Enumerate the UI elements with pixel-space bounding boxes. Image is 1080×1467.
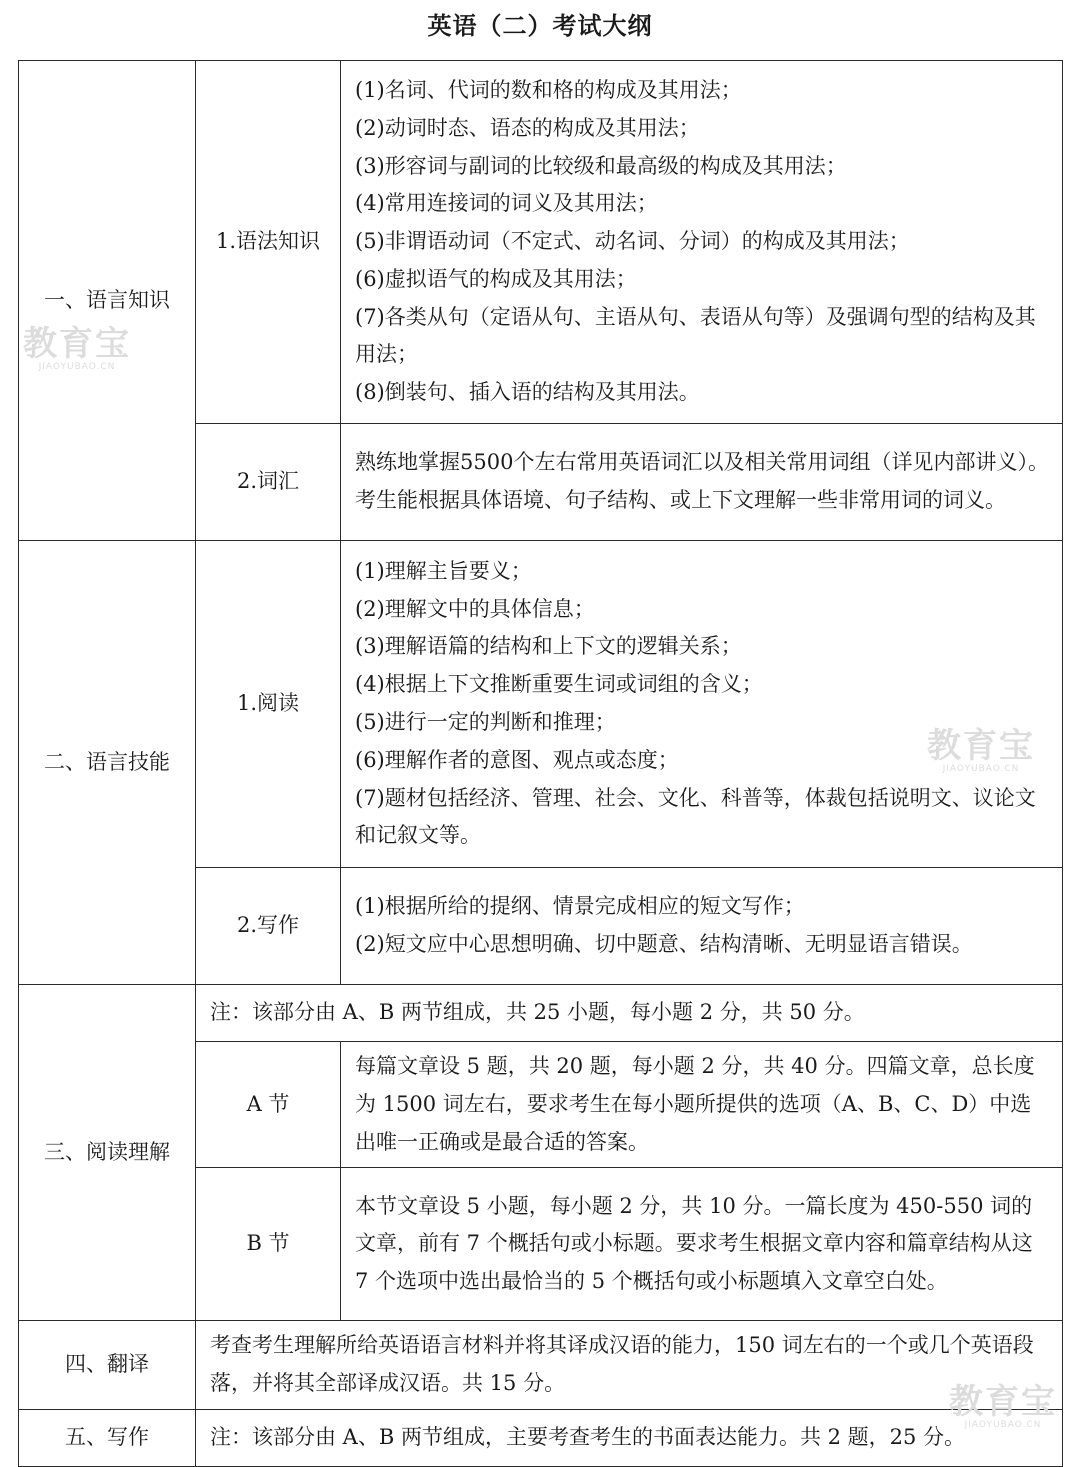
section-writing: 五、写作 xyxy=(19,1409,196,1466)
reading-item: (2)理解文中的具体信息； xyxy=(355,596,595,621)
translation-content: 考查考生理解所给英语语言材料并将其译成汉语的能力，150 词左右的一个或几个英语段落，并将其全部译成汉语。共 15 分。 xyxy=(196,1321,1063,1410)
section-reading-comprehension: 三、阅读理解 xyxy=(19,985,196,1321)
grammar-item: (7)各类从句（定语从句、主语从句、表语从句等）及强调句型的结构及其用法； xyxy=(355,304,1036,367)
subsection-reading: 1.阅读 xyxy=(196,541,341,868)
grammar-content xyxy=(341,61,1063,424)
reading-content xyxy=(341,541,1063,868)
vocab-content: 熟练地掌握5500个左右常用英语词汇以及相关常用词组（详见内部讲义）。考生能根据具体语境、句子结构、或上下文理解一些非常用词的词义。 xyxy=(341,424,1063,541)
part-a-content: 每篇文章设 5 题，共 20 题，每小题 2 分，共 40 分。四篇文章，总长度为 1500 词左右，要求考生在每小题所提供的选项（A、B、C、D）中选出唯一正确或是最合适的答案。 xyxy=(341,1042,1063,1168)
page-title: 英语（二）考试大纲 xyxy=(427,11,653,40)
row-writing-section xyxy=(19,1409,1063,1466)
reading-comprehension-note: 注：该部分由 A、B 两节组成，共 25 小题，每小题 2 分，共 50 分。 xyxy=(196,985,1063,1042)
writing-section-content: 注：该部分由 A、B 两节组成，主要考查考生的书面表达能力。共 2 题，25 分。 xyxy=(196,1409,1063,1466)
watermark-brand: 教育宝 xyxy=(23,324,131,364)
watermark-domain: JIAOYUBAO.CN xyxy=(942,764,1020,774)
subsection-part-a: A 节 xyxy=(196,1042,341,1168)
section-translation: 四、翻译 xyxy=(19,1321,196,1410)
watermark-domain: JIAOYUBAO.CN xyxy=(38,362,116,372)
grammar-item: (6)虚拟语气的构成及其用法； xyxy=(355,266,637,291)
writing-item: (1)根据所给的提纲、情景完成相应的短文写作； xyxy=(355,894,805,919)
subsection-grammar: 1.语法知识 xyxy=(196,61,341,424)
reading-item: (7)题材包括经济、管理、社会、文化、科普等，体裁包括说明文、议论文和记叙文等。 xyxy=(355,785,1036,848)
writing-item: (2)短文应中心思想明确、切中题意、结构清晰、无明显语言错误。 xyxy=(355,932,973,956)
row-translation xyxy=(19,1321,1063,1410)
section-language-knowledge: 一、语言知识 xyxy=(19,61,196,541)
writing-content xyxy=(341,868,1063,985)
section-language-skills: 二、语言技能 xyxy=(19,541,196,985)
watermark-brand: 教育宝 xyxy=(949,1382,1057,1422)
subsection-writing: 2.写作 xyxy=(196,868,341,985)
reading-item: (1)理解主旨要义； xyxy=(355,558,532,583)
watermark-domain: JIAOYUBAO.CN xyxy=(964,1420,1042,1430)
row-reading-comprehension-note xyxy=(19,985,1063,1042)
row-grammar xyxy=(19,61,1063,424)
subsection-vocab: 2.词汇 xyxy=(196,424,341,541)
grammar-item: (3)形容词与副词的比较级和最高级的构成及其用法； xyxy=(355,153,847,178)
grammar-item: (1)名词、代词的数和格的构成及其用法； xyxy=(355,77,742,102)
reading-item: (6)理解作者的意图、观点或态度； xyxy=(355,747,679,772)
grammar-item: (2)动词时态、语态的构成及其用法； xyxy=(355,115,700,140)
syllabus-table xyxy=(18,60,1063,1467)
subsection-part-b: B 节 xyxy=(196,1168,341,1321)
reading-item: (3)理解语篇的结构和上下文的逻辑关系； xyxy=(355,634,742,659)
reading-item: (5)进行一定的判断和推理； xyxy=(355,710,616,734)
part-b-content: 本节文章设 5 小题，每小题 2 分，共 10 分。一篇长度为 450-550 词的文章，前有 7 个概括句或小标题。要求考生根据文章内容和篇章结构从这 7 个选项中选出最恰当的 5 个概括句或小标题填入文章空白处。 xyxy=(341,1168,1063,1321)
watermark-brand: 教育宝 xyxy=(927,726,1035,766)
reading-item: (4)根据上下文推断重要生词或词组的含义； xyxy=(355,672,763,697)
grammar-item: (4)常用连接词的词义及其用法； xyxy=(355,191,658,216)
grammar-item: (8)倒装句、插入语的结构及其用法。 xyxy=(355,380,700,405)
grammar-item: (5)非谓语动词（不定式、动名词、分词）的构成及其用法； xyxy=(355,229,910,254)
row-reading xyxy=(19,541,1063,868)
